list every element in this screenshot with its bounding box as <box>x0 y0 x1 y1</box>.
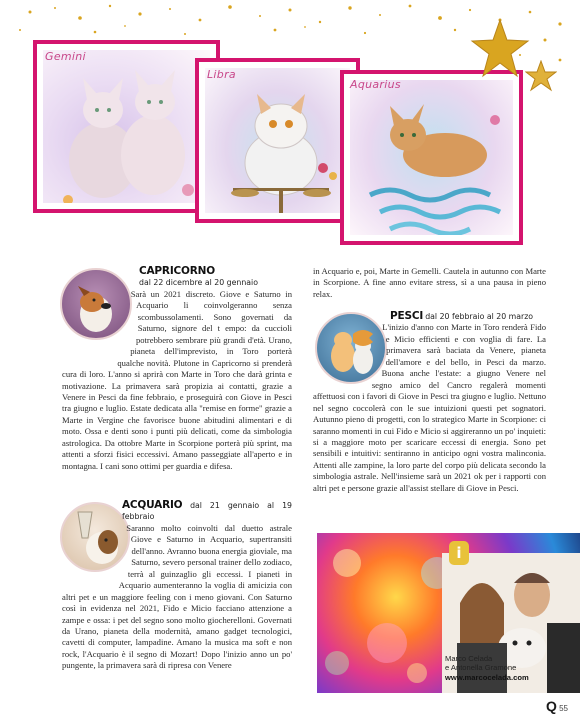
capricorno-section <box>62 266 292 472</box>
pesci-title: PESCI <box>390 310 424 322</box>
pesci-dates: dal 20 febbraio al 20 marzo <box>425 312 534 321</box>
magazine-logo: Q <box>545 698 557 714</box>
libra-label: Libra <box>207 68 236 81</box>
credit-website-link[interactable]: www.marcocelada.com <box>445 672 529 682</box>
info-icon: i <box>456 544 462 562</box>
capricorno-title: CAPRICORNO <box>139 265 215 277</box>
capricorno-text: Sarà un 2021 discreto. Giove e Saturno in Acquario li coinvolgeranno senza scombussolamenti. Sono governati da Saturno, signore del t empo: da cuccioli potrebbero sembrare più grandi d'età. Urano, pianeta dell'imprevisto, in Toro porterà qualche novità. Plutone in Capricorno si prenderà cura di loro. L'anno si aprirà con Marte in Toro che darà grinta e motivazione. La primavera sarà propizia ai contatti, grazie a Venere in Pesci da fine febbraio, e proseguirà con Giove in Pesci tra giugno e luglio. Estate dedicata alla "remise en forme" grazie a Marte in Vergine che favorisce buone abitudini alimentari e di moto. Ossa e denti sono i punti più delicati, come da simbologia astrologica. Da ottobre Marte in Scorpione porterà più sprint, ma attenti a sforzi fisici eccessivi. Amano passeggiate all'aperto e in montagna. I cani sono ottimi per guardia e difesa. <box>62 288 292 471</box>
credit-line-1: Marco Celada <box>445 654 493 663</box>
info-badge <box>449 541 469 565</box>
capricorno-dates: dal 22 dicembre al 20 gennaio <box>139 278 258 288</box>
credit-line-2: e Antonella Gramone <box>445 663 517 673</box>
author-credit <box>445 654 529 682</box>
pesci-text: L'inizio d'anno con Marte in Toro renderà Fido e Micio efficienti e con voglia di fare. La primavera sarà baciata da Venere, pianeta dell'amore e del bello, in Pesci da marzo. Buona anche l'estate: a giugno Venere nel segno amico del Cancro regalerà momenti affettuosi con i favori di Giove in Pesci tra giugno e luglio. Nettuno nel segno coccolerà con le sue intuizioni questi pet sognatori. Autunno pieno di progetti, con lo strategico Marte in Scorpione: ci saranno momenti in cui Fido e Micio si aggireranno un po' inquieti: si a maggiore moto per scaricare eccessi di energia. Sono pet sensibili e intuitivi: sentiranno in anticipo ogni vostra malinconia. Attenti alle zampine, la loro parte del corpo più delicata secondo la simbologia astrale. Nell'insieme sarà un 2021 ok per i rapporti con altri pet e persone grazie all'assist stellare di Giove in Pesci. <box>313 322 546 493</box>
acquario-text: Saranno molto coinvolti dal duetto astrale Giove e Saturno in Acquario, supertransiti dell'anno. Avranno buona energia gioviale, ma Saturno, severo personal trainer dello zodiaco, terrà al guinzaglio gli eccessi. I pianeti in Acquario aumenteranno la voglia di amicizia con altri pet e un maggiore feeling con i meno giovani. Con Saturno così in evidenza nel 2021, Fido e Micio facciano attenzione a zampe e ossa: i pet del segno sono molto giocherelloni. Governati da Urano, pianeta della modernità, amano gadget tecnologici, cavetti di computer, lampadine. Amano la musica ma soft e non rock, l'Acquario è il segno di Mozart! Dopo l'inizio anno un po' pungente, la primavera sarà di ripresa con Venere <box>62 522 292 671</box>
aquarius-cat-illustration-frame <box>340 70 523 245</box>
aquarius-cat-illustration <box>350 80 513 235</box>
libra-cat-illustration <box>205 68 350 213</box>
page-footer <box>546 698 568 714</box>
acquario-section <box>62 500 292 672</box>
acquario-continuation-text: in Acquario e, poi, Marte in Gemelli. Cautela in autunno con Marte in Scorpione. A fine anno evitare stress, sì a una pausa in pieno relax. <box>313 266 546 299</box>
column-2-continuation <box>313 266 546 300</box>
libra-cat-illustration-frame <box>195 58 360 223</box>
gold-star-small-icon <box>525 60 557 92</box>
gold-star-icon <box>470 18 530 80</box>
pesci-section <box>313 311 546 494</box>
gemini-cats-illustration <box>43 50 210 203</box>
page-number: 55 <box>559 704 568 713</box>
aquarius-label: Aquarius <box>350 78 401 91</box>
acquario-dates: dal 21 gennaio al 19 febbraio <box>122 501 292 522</box>
gemini-cats-illustration-frame <box>33 40 220 213</box>
gemini-label: Gemini <box>45 50 86 63</box>
acquario-title: ACQUARIO <box>122 499 183 511</box>
